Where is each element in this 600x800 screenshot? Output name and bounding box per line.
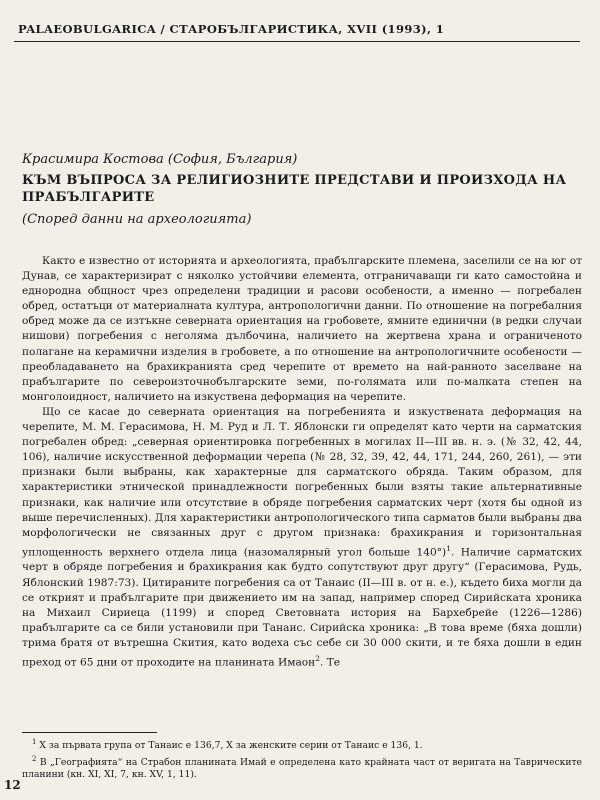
footnote-1-marker: 1 [32,738,37,746]
footnote-ref-2: 2 [315,653,320,663]
page-number: 12 [4,778,21,792]
footnote-rule [22,732,157,733]
paragraph-2-continuation: . Наличие сарматских черт в обряде погребения и брахикрания как будто сопутствуют друг другу“ (Герасимова, Рудь, Яблонский 1987:73). Цитираните погребения са от Танаис (II—III в. от н. е.), където биха могли да се открият и прабългарите при движението им на запад, например според Сирийската хроника на Михаил Сириеца (1199) и според Световната история на Бархебрейе (1226—1286) прабългарите са се били установили при Танаис. Сирийска хроника: „В това време (бяха дошли) трима братя от вътрешна Скития, като водеха със себе си 30 000 скити, и те бяха дошли в един преход от 65 дни от проходите на планината Имаон [22,546,583,669]
footnote-1-text: Х за първата група от Танаис е 136,7, Х за женските серии от Танаис е 136, 1. [39,740,423,752]
article-subtitle: (Според данни на археологията) [22,212,252,227]
paragraph-2-text: Що се касае до северната ориентация на погребенията и изкуствената деформация на черепите, М. М. Герасимова, Н. М. Руд и Л. Т. Яблонски ги определят като черти на сарматския погребален обред: „северная ориентировка погребенных в могилах II—III вв. н. э. (№ 32, 42, 44, 106), наличие искусственной деформации черепа (№ 28, 32, 39, 42, 44, 171, 244, 260, 261), — эти признаки были выбраны, как характерные для сарматского обряда. Таким образом, для характеристики этнической принадлежности погребенных были взяты такие альтернативные признаки, как наличие или отсутствие в обряде погребения сарматских черт (хотя бы одной из выше перечисленных). Для характеристики антропологического типа сарматов были выбраны два морфологически не связанных друг с другом признака: брахикрания и горизонтальная уплощенность верхнего отдела лица (назомалярный угол больше 140°) [22,405,582,559]
body-paragraph-2 [22,405,582,671]
header-rule [14,41,580,42]
article-body [22,254,582,671]
article-title: КЪМ ВЪПРОСА ЗА РЕЛИГИОЗНИТЕ ПРЕДСТАВИ И ПРОИЗХОДА НА ПРАБЪЛГАРИТЕ [22,173,567,205]
paragraph-2-tail: . Те [320,656,341,669]
footnote-2-marker: 2 [32,754,37,763]
footnote-2 [22,753,582,782]
running-header: PALAEOBULGARICA / СТАРОБЪЛГАРИСТИКА, XVII (1993), 1 [18,22,445,36]
footnote-1 [22,736,582,753]
footnote-ref-1: 1 [446,543,451,553]
footnotes [22,736,582,782]
footnote-2-text: В „Географията“ на Страбон планината Имай е определена като крайната част от веригата на Таврическите планини (кн. XI, XI, 7, кн. XV, 1, 11). [22,756,582,781]
body-paragraph-1: Както е известно от историята и археологията, прабългарските племена, заселили се на юг от Дунав, се характеризират с няколко устойчиви елемента, отграничаващи ги като самостойна и еднородна общност чрез определени традиции и расови особености, а именно — погребален обред, остатъци от материалната култура, антропологични данни. По отношение на погребалния обред може да се изтъкне северната ориентация на гробовете, ямните единични (в редки случаи нишови) погребения с неголяма дълбочина, наличието на жертвена храна и ограниченото полагане на керамични изделия в гробовете, а по отношение на антропологичните особености — преобладаването на брахикранията сред черепите от времето на най-ранното заселване на прабългарите по североизточнобългарските земи, по-голямата или по-малката степен на монголоидност, наличието на изкуствена деформация на черепите. [22,255,582,403]
article-author: Красимира Костова (София, България) [22,152,298,167]
